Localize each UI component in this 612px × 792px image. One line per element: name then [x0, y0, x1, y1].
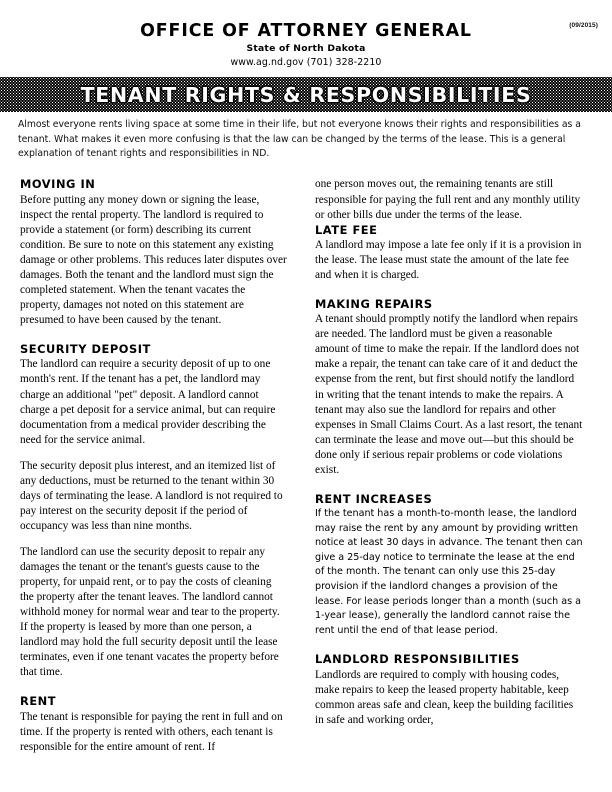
- paragraph-rent-1: The tenant is responsible for paying the rent in full and on time. If the property is rented with others, each tenant is responsible for the entire amount of rent. If: [20, 710, 283, 753]
- section-heading-security-deposit: SECURITY DEPOSIT: [20, 342, 151, 357]
- section-heading-landlord-responsibilities: LANDLORD RESPONSIBILITIES: [315, 652, 520, 667]
- section-rent-increases: [315, 492, 583, 639]
- section-heading-rent: RENT: [20, 694, 57, 709]
- section-making-repairs: [315, 297, 583, 478]
- paragraph-making-repairs-1: A tenant should promptly notify the landlord when repairs are needed. The landlord must be given a reasonable amount of time to make the repair. If the landlord does not make a repair, the tenant can take care of it and deduct the expense from the rent, but first should notify the landlord in writing that the tenant intends to make the repairs. A tenant may also sue the landlord for repairs and other expenses in Small Claims Court. As a last resort, the tenant can terminate the lease and move out—but this should be done only if serious repair problems or code violations exist.: [315, 313, 583, 476]
- section-heading-moving-in: MOVING IN: [20, 177, 96, 192]
- section-moving-in: [20, 177, 288, 328]
- agency-state: State of North Dakota: [246, 43, 366, 55]
- paragraph-moving-in-1: Before putting any money down or signing the lease, inspect the rental property. The landlord is required to provide a statement (or form) describing its current condition. Be sure to note on this statement any existing damage or other problems. This reduces later disputes over damages. Both the tenant and the landlord must sign the completed statement. When the tenant vacates the property, damages not noted on this statement are presumed to have been caused by the tenant.: [20, 193, 287, 327]
- paragraph-rent-continuation: one person moves out, the remaining tenants are still responsible for paying the full rent and any monthly utility or other bills due under the terms of the lease.: [315, 178, 581, 221]
- section-heading-making-repairs: MAKING REPAIRS: [315, 297, 433, 312]
- section-heading-late-fee: LATE FEE: [315, 222, 378, 237]
- revision-date-stamp: (09/2015): [569, 22, 598, 29]
- intro-paragraph: Almost everyone rents living space at some time in their life, but not everyone knows their rights and responsibilities as a tenant. What makes it even more confusing is that the law can be changed by the terms of the lease. This is a general explanation of tenant rights and responsibilities in ND.: [18, 119, 581, 160]
- section-rent: [20, 694, 288, 754]
- paragraph-landlord-responsibilities-1: Landlords are required to comply with housing codes, make repairs to keep the leased property habitable, keep common areas safe and clean, keep the building facilities in safe and working order,: [315, 668, 574, 726]
- agency-name: OFFICE OF ATTORNEY GENERAL: [140, 21, 472, 41]
- paragraph-security-deposit-2: The security deposit plus interest, and an itemized list of any deductions, must be returned to the tenant within 30 days of terminating the lease. A landlord is not required to pay interest on the security deposit if the period of occupancy was less than nine months.: [20, 459, 283, 532]
- right-column: [315, 177, 583, 727]
- masthead: [0, 0, 612, 68]
- paragraph-security-deposit-3: The landlord can use the security deposit to repair any damages the tenant or the tenant's guests cause to the property, for unpaid rent, or to pay the costs of cleaning the property after the tenant leaves. The landlord cannot withhold money for normal wear and tear to the property. If the property is leased by more than one person, a landlord may hold the full security deposit until the lease terminates, even if one tenant vacates the property before that time.: [20, 545, 280, 679]
- paragraph-rent-increases-1: If the tenant has a month-to-month lease, the landlord may raise the rent by any amount by providing written notice at least 30 days in advance. The tenant then can give a 25-day notice to terminate the lease at the end of the month. The tenant can only use this 25-day provision if the landlord changes a provision of the lease. For lease periods longer than a month (such as a 1-year lease), generally the landlord cannot raise the rent until the end of that lease period.: [315, 508, 583, 636]
- section-landlord-responsibilities: [315, 652, 583, 727]
- body-columns: [0, 177, 612, 754]
- document-title: TENANT RIGHTS & RESPONSIBILITIES: [80, 82, 532, 107]
- title-banner: [0, 77, 612, 112]
- section-late-fee: [315, 223, 583, 283]
- paragraph-security-deposit-1: The landlord can require a security deposit of up to one month's rent. If the tenant has a pet, the landlord may charge an additional "pet" deposit. A landlord cannot charge a pet deposit for a service animal, but can require documentation from a medical provider describing the need for the service animal.: [20, 358, 276, 446]
- agency-contact-line: www.ag.nd.gov (701) 328-2210: [230, 57, 382, 69]
- section-heading-rent-increases: RENT INCREASES: [315, 491, 433, 506]
- left-column: [20, 177, 288, 754]
- paragraph-late-fee-1: A landlord may impose a late fee only if it is a provision in the lease. The lease must state the amount of the late fee and when it is charged.: [315, 238, 582, 281]
- section-security-deposit: [20, 342, 288, 680]
